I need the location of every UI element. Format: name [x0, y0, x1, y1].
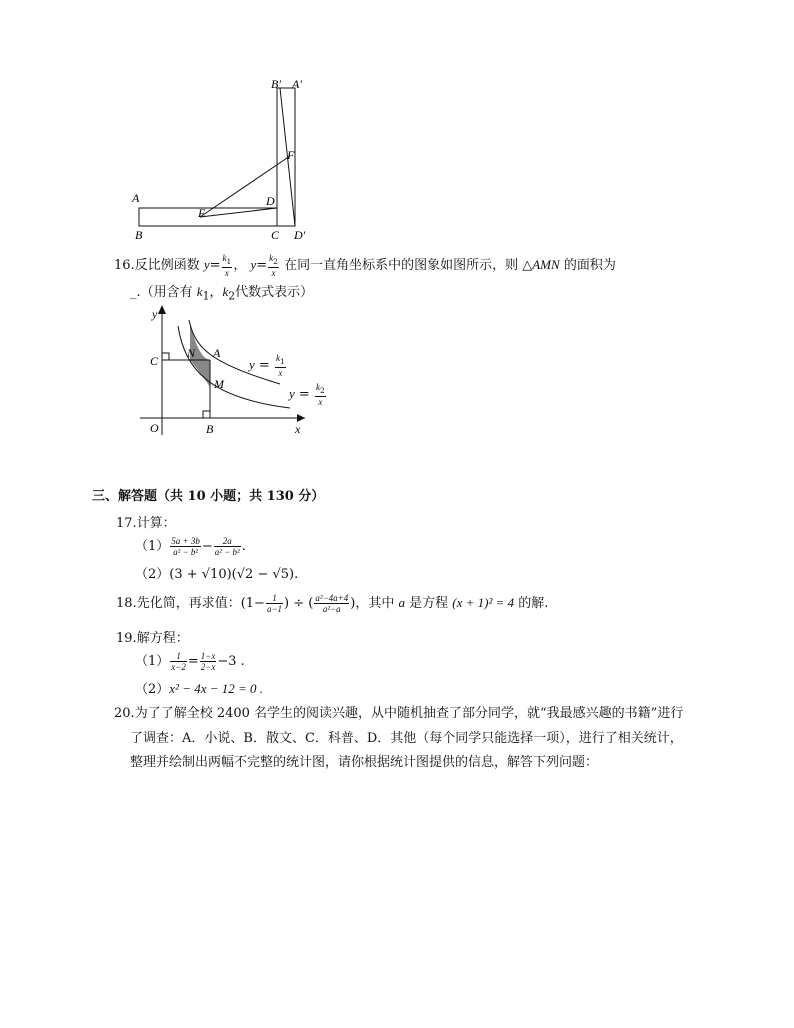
question-18: 18.先化简，再求值：(1− $\frac{1}{a-1}$ ) ÷ ( $\frac{\text{a²−4a+4}}{\text{a²−a}}$ )，其中 a 是方程 (x + 1)² = 4 的解. — [116, 593, 549, 614]
label-o: O — [150, 421, 159, 435]
question-19-title: 19.解方程： — [116, 631, 189, 646]
fraction-k2-over-x: $\frac{k_2}{x}$ — [269, 253, 278, 278]
label-a: A — [213, 346, 221, 360]
question-number: 16. — [114, 257, 135, 273]
label-d-prime: D′ — [294, 228, 306, 242]
label-e: E — [198, 206, 206, 220]
label-c: C — [150, 354, 159, 368]
question-20-line1: 20.为了了解全校 2400 名学生的阅读兴趣，从中随机抽查了部分同学，就“我最感兴趣的书籍”进行 — [114, 706, 684, 721]
question-17-part2: （2）(3 + √10)(√2 − √5). — [135, 567, 299, 582]
section-title: 三、解答题（共 10 小题；共 130 分） — [92, 489, 325, 504]
answer-blank: _ — [130, 285, 137, 300]
question-19-part1: （1） $\frac{1}{x-2}$ = $\frac{1-x}{2-x}$ −3 . — [135, 651, 245, 672]
question-16-line1: 16.反比例函数 y= $\frac{k_1}{x}$ ， y= $\frac{k_2}{x}$ 在同一直角坐标系中的图象如图所示，则 △AMN 的面积为 — [114, 253, 616, 278]
y-axis-arrow — [158, 305, 166, 314]
label-n: N — [187, 346, 196, 360]
curve-label-k2: y = $\frac{k_2}{x}$ — [289, 382, 325, 407]
question-20-line3: 整理并绘制出两幅不完整的统计图，请你根据统计图提供的信息，解答下列问题： — [130, 755, 599, 770]
geometry-figure-15 — [130, 76, 320, 246]
label-c: C — [271, 228, 280, 242]
question-17-title: 17.计算： — [116, 516, 176, 531]
label-a: A — [132, 191, 140, 205]
label-x: x — [295, 422, 301, 436]
curve-label-k1: y = $\frac{k_1}{x}$ — [249, 353, 285, 378]
label-f: F — [287, 148, 295, 162]
label-b: B — [206, 422, 214, 436]
label-b-prime: B′ — [271, 77, 281, 91]
label-a-prime: A′ — [292, 77, 302, 91]
question-17-part1: （1） $\frac{5a + 3b}{\text{a² − b²}}$ − $\frac{2a}{\text{a² − b²}}$ . — [135, 536, 246, 557]
hyperbola-figure-16 — [140, 300, 340, 440]
label-b: B — [135, 228, 143, 242]
question-19-part2: （2）x² − 4x − 12 = 0 . — [135, 681, 264, 697]
question-20-line2: 了调查：A．小说、B．散文、C．科普、D．其他（每个同学只能选择一项），进行了相关统计， — [130, 731, 683, 746]
right-angle-mark-c — [162, 353, 169, 360]
fraction-k1-over-x: $\frac{k_1}{x}$ — [222, 253, 232, 278]
label-d: D — [266, 194, 275, 208]
right-angle-mark-b — [203, 411, 210, 418]
question-16-line2: _.（用含有 $k_1$，$k_2$代数式表示） — [130, 284, 314, 303]
label-y: y — [152, 307, 158, 321]
label-m: M — [214, 377, 224, 391]
x-axis-arrow — [297, 414, 305, 422]
